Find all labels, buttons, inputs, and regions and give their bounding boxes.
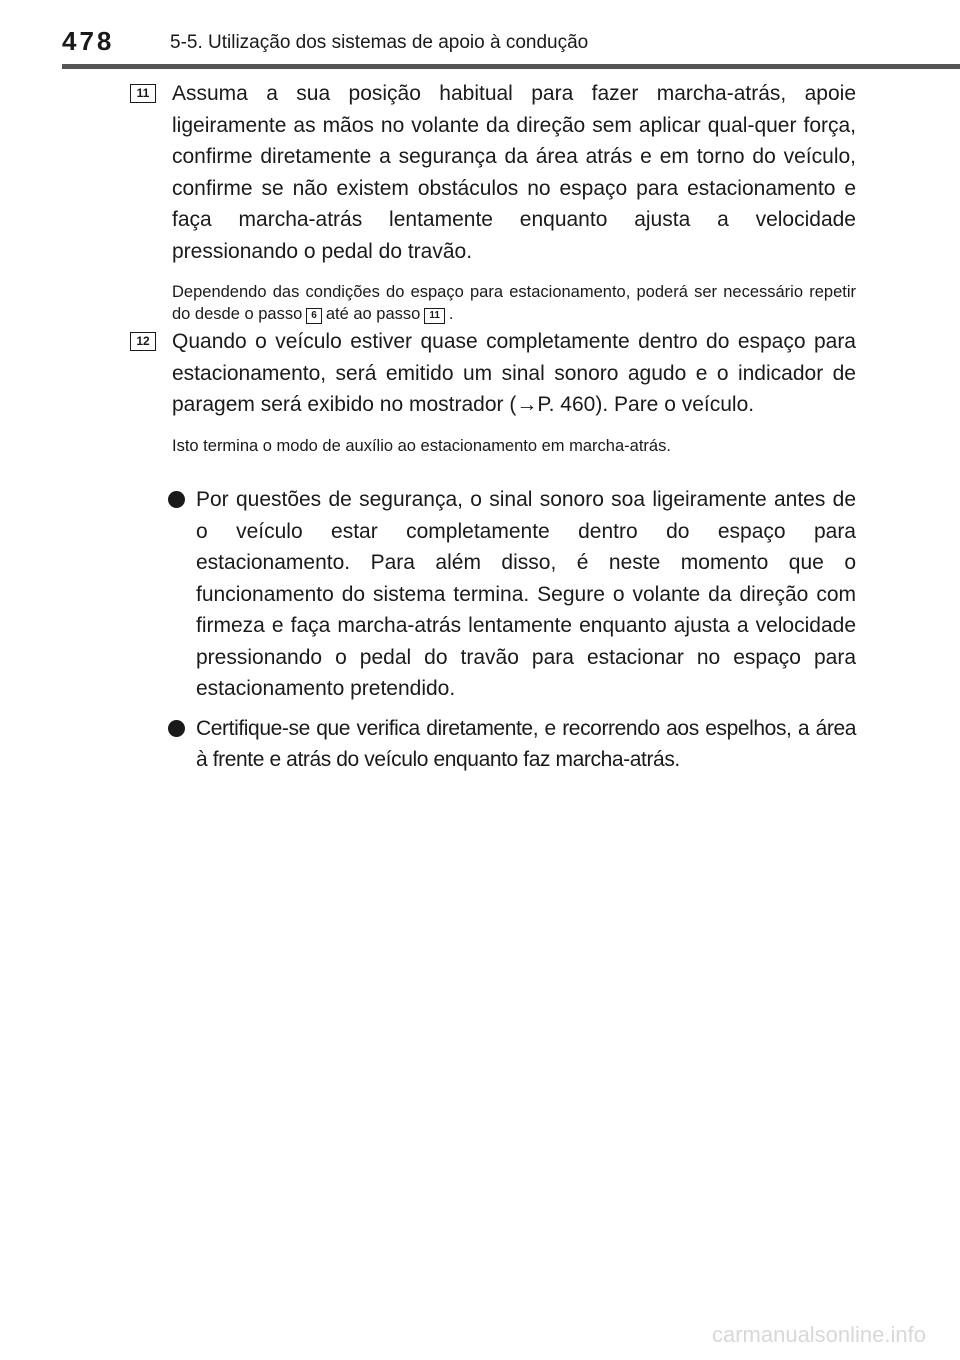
list-item <box>168 484 856 705</box>
step-note <box>172 281 856 325</box>
section-title: 5-5. Utilização dos sistemas de apoio à condução <box>170 32 589 53</box>
step-12 <box>130 326 856 457</box>
note-text: . <box>448 305 454 323</box>
caution-bullet-list <box>168 484 856 784</box>
note-text: até ao passo <box>325 305 421 323</box>
bullet-text: Certifique-se que verifica diretamente, e recorrendo aos espelhos, a área à frente e atrás do veículo enquanto faz marcha-atrás. <box>196 716 856 771</box>
page-number: 478 <box>62 26 115 56</box>
bullet-text: Por questões de segurança, o sinal sonoro soa ligeiramente antes de o veículo estar completamente dentro do espaço para estacionamento. Para além disso, é neste momento que o funcionamento do sistema termina. Segure o volante da direção com firmeza e faça marcha-atrás lentamente enquanto ajusta a velocidade pressionando o pedal do travão para estacionar no espaço para estacionamento pretendido. <box>196 488 856 700</box>
watermark: carmanualsonline.info <box>711 1322 926 1347</box>
step-reference-badge: 6 <box>306 308 322 324</box>
list-item <box>168 713 856 776</box>
step-11 <box>130 78 856 325</box>
step-text: Assuma a sua posição habitual para fazer marcha-atrás, apoie ligeiramente as mãos no volante da direção sem aplicar qual-quer força, confirme diretamente a segurança da área atrás e em torno do veículo, confirme se não existem obstáculos no espaço para estacionamento e faça marcha-atrás lentamente enquanto ajusta a velocidade pressionando o pedal do travão. <box>172 82 856 263</box>
bullet-icon <box>168 720 185 737</box>
step-number-badge: 12 <box>130 332 156 351</box>
note-text: Dependendo das condições do espaço para estacionamento, poderá ser necessário repetir do desde o passo <box>172 283 856 323</box>
step-reference-badge: 11 <box>424 308 445 324</box>
header-divider <box>62 64 960 69</box>
step-number-badge: 11 <box>130 84 156 103</box>
step-text: Quando o veículo estiver quase completamente dentro do espaço para estacionamento, será emitido um sinal sonoro agudo e o indicador de paragem será exibido no mostrador (→P. 460). Pare o veículo. <box>172 330 856 416</box>
bullet-icon <box>168 491 185 508</box>
step-note: Isto termina o modo de auxílio ao estacionamento em marcha-atrás. <box>172 436 671 455</box>
